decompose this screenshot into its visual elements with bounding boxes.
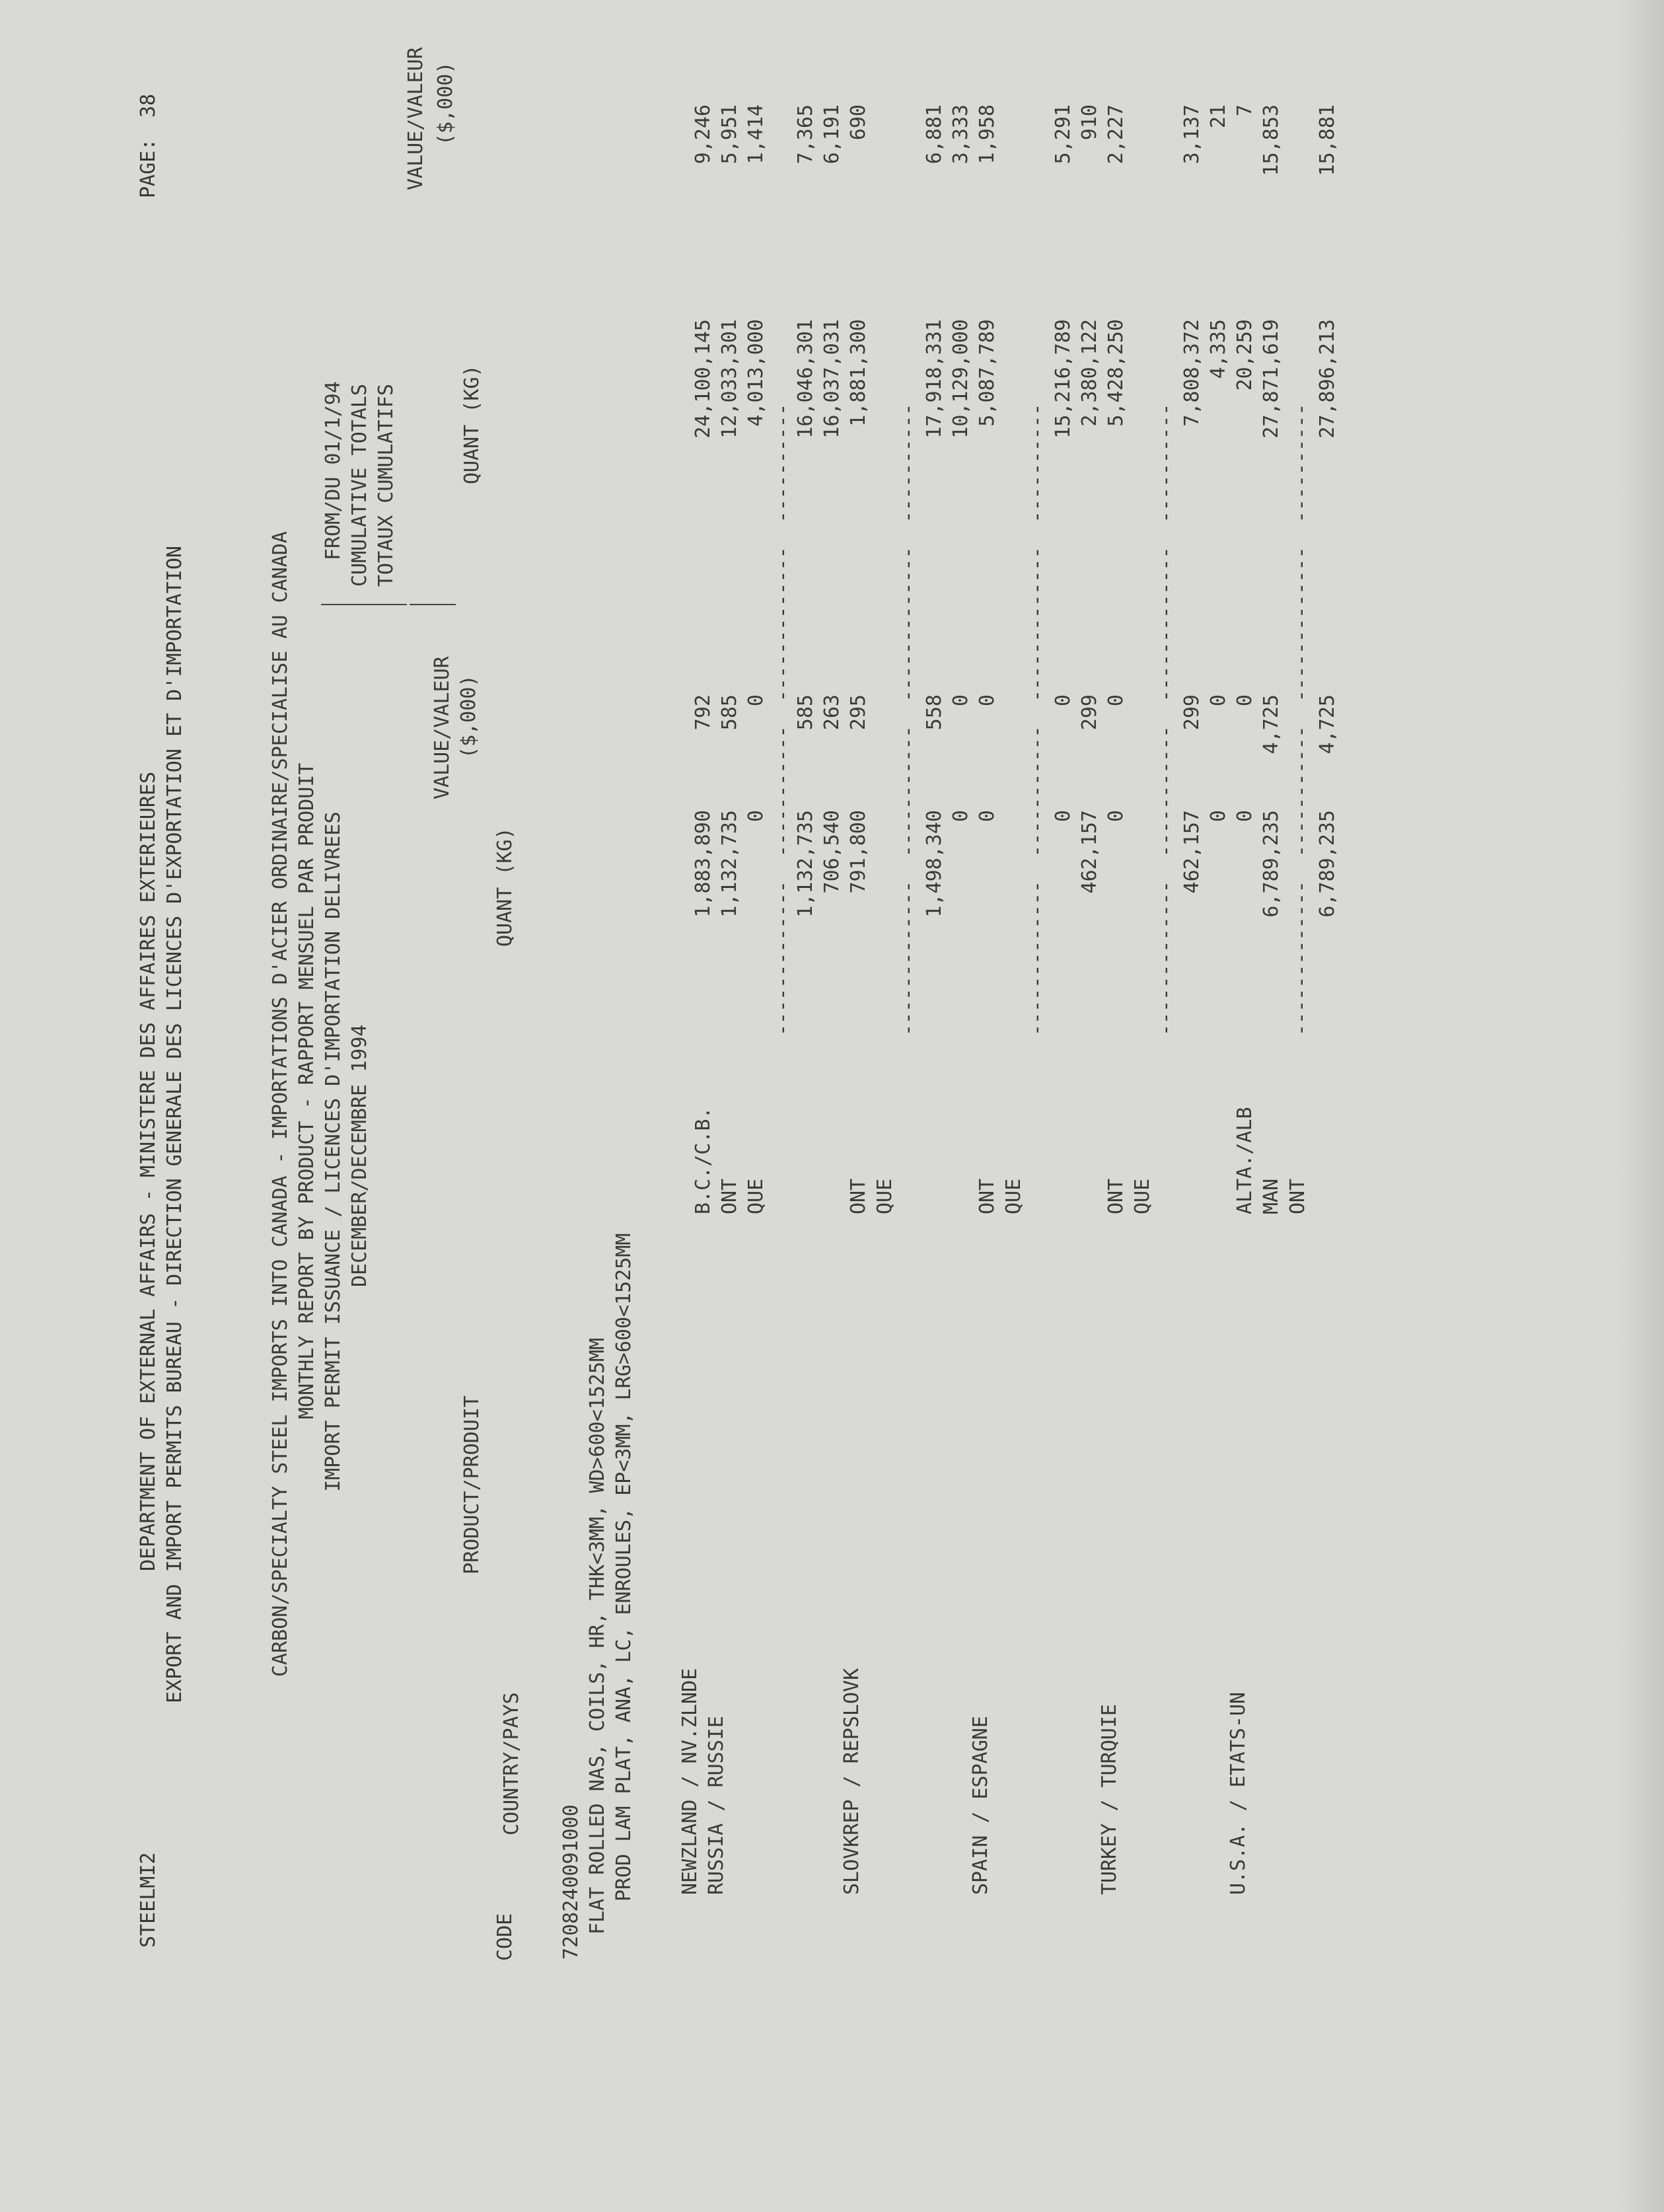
value-cell: 0 <box>744 694 768 707</box>
subtotal-value-cell: 4,725 <box>1316 694 1339 755</box>
province-label: ONT <box>847 1178 870 1214</box>
value-cell: 585 <box>718 694 741 731</box>
subtotal-quantity-cell: 1,132,735 <box>794 810 817 918</box>
value-cell: 295 <box>847 694 870 731</box>
report-id: STEELMI2 <box>137 1852 160 1948</box>
cum-value-cell: 5,951 <box>718 104 741 165</box>
subtotal-value-cell: 299 <box>1180 694 1204 731</box>
subtotal-rule: ------------- ----------- ------------- ---------- <box>1289 403 1313 1036</box>
report-title-line-3: IMPORT PERMIT ISSUANCE / LICENCES D'IMPORTATION DELIVREES <box>322 811 345 1492</box>
subtotal-value-cell: 0 <box>1052 694 1075 707</box>
subtotal-rule: ------------- ----------- ------------- ---------- <box>896 403 920 1036</box>
quantity-cell: 0 <box>949 810 972 823</box>
subtotal-cum-value-cell: 7,365 <box>794 104 817 165</box>
subtotal-cum-quantity-cell: 16,046,301 <box>794 319 817 439</box>
product-description-fr: PROD LAM PLAT, ANA, LC, ENROULES, EP<3MM, LRG>600<1525MM <box>612 1233 635 1901</box>
subtotal-quantity-cell: 6,789,235 <box>1316 810 1339 918</box>
country-header: COUNTRY/PAYS <box>500 1692 523 1835</box>
country-label: RUSSIA / RUSSIE <box>705 1716 728 1895</box>
cum-value-cell: 1,414 <box>744 104 768 165</box>
cum-quantity-cell: 5,087,789 <box>976 319 999 427</box>
cum-quantity-cell: 12,033,301 <box>718 319 741 439</box>
quantity-cell: 791,800 <box>847 810 870 894</box>
value-cell: 263 <box>820 694 844 731</box>
cum-quantity-cell: 5,428,250 <box>1104 319 1128 427</box>
subtotal-cum-value-cell: 5,291 <box>1052 104 1075 165</box>
quantity-cell: 0 <box>744 810 768 823</box>
subtotal-quantity-cell: 0 <box>1052 810 1075 823</box>
cum-quantity-cell: 1,881,300 <box>847 319 870 427</box>
province-label: ONT <box>976 1178 999 1214</box>
cumulative-totals-en: CUMULATIVE TOTALS <box>348 383 371 587</box>
subtotal-rule: ------------- ----------- ------------- ---------- <box>1154 403 1177 1036</box>
cum-value-cell: 9,246 <box>692 104 715 165</box>
cum-quantity-cell: 2,380,122 <box>1078 319 1101 427</box>
quantity-cell: 1,883,890 <box>692 810 715 918</box>
cum-value-cell: 1,958 <box>976 104 999 165</box>
province-label: ONT <box>1286 1178 1309 1214</box>
value-cell: 0 <box>1233 694 1256 707</box>
cum-quantity-cell: 10,129,000 <box>949 319 972 439</box>
cum-value-cell: 21 <box>1207 104 1230 129</box>
country-label: TURKEY / TURQUIE <box>1098 1704 1121 1895</box>
cum-quantity-cell: 24,100,145 <box>692 319 715 439</box>
code-header: CODE <box>493 1913 517 1961</box>
subtotal-cum-quantity-cell: 7,808,372 <box>1180 319 1204 427</box>
quantity-cell: 706,540 <box>820 810 844 894</box>
cum-value-cell: 3,333 <box>949 104 972 165</box>
value-cell: 4,725 <box>1260 694 1283 755</box>
bureau-line: EXPORT AND IMPORT PERMITS BUREAU - DIRECTION GENERALE DES LICENCES D'EXPORTATION ET D'IMPORTATION <box>163 546 186 1703</box>
report-title-line-4: DECEMBER/DECEMBRE 1994 <box>348 1024 371 1287</box>
department-line: DEPARTMENT OF EXTERNAL AFFAIRS - MINISTERE DES AFFAIRES EXTERIEURES <box>137 771 160 1571</box>
product-code: 7208240091000 <box>560 1804 583 1960</box>
cumulative-divider <box>321 604 407 605</box>
value-cell: 0 <box>976 694 999 707</box>
province-label: MAN <box>1260 1178 1283 1214</box>
subtotal-cum-value-cell: 15,881 <box>1316 104 1339 176</box>
page-number: 38 <box>137 93 160 118</box>
country-label: NEWZLAND / NV.ZLNDE <box>678 1668 702 1895</box>
cumulative-totals-fr: TOTAUX CUMULATIFS <box>375 383 398 587</box>
cum-quantity-cell: 20,259 <box>1233 319 1256 391</box>
subtotal-rule: ------------- ----------- ------------- ---------- <box>771 403 794 1036</box>
subtotal-cum-value-cell: 6,881 <box>923 104 946 165</box>
cum-quantity-cell: 27,871,619 <box>1260 319 1283 439</box>
cum-quantity-cell: 4,013,000 <box>744 319 768 427</box>
quantity-cell: 0 <box>1207 810 1230 823</box>
value-header-1: VALUE/VALEUR <box>431 656 454 799</box>
country-label: SPAIN / ESPAGNE <box>969 1716 992 1895</box>
quantity-cell: 0 <box>1233 810 1256 823</box>
product-header: PRODUCT/PRODUIT <box>460 1395 484 1574</box>
country-label: U.S.A. / ETATS-UN <box>1227 1691 1250 1895</box>
value-cell: 0 <box>1104 694 1128 707</box>
value-header-2: ($,000) <box>457 675 480 758</box>
province-label: B.C./C.B. <box>692 1107 715 1214</box>
province-label: QUE <box>873 1178 896 1214</box>
subtotal-value-cell: 558 <box>923 694 946 731</box>
value-cell: 792 <box>692 694 715 731</box>
value-cell: 0 <box>949 694 972 707</box>
cum-value-cell: 15,853 <box>1260 104 1283 176</box>
cum-value-cell: 7 <box>1233 104 1256 117</box>
value-cell: 299 <box>1078 694 1101 731</box>
province-label: QUE <box>1002 1178 1025 1214</box>
cum-quantity-cell: 16,037,031 <box>820 319 844 439</box>
cumulative-divider-lower <box>410 604 456 605</box>
province-label: ONT <box>718 1178 741 1214</box>
report-title-line-1: CARBON/SPECIALTY STEEL IMPORTS INTO CANADA - IMPORTATIONS D'ACIER ORDINAIRE/SPECIALISE AU CANADA <box>269 531 292 1677</box>
quantity-cell: 462,157 <box>1078 810 1101 894</box>
product-description-en: FLAT ROLLED NAS, COILS, HR, THK<3MM, WD>600<1525MM <box>586 1337 609 1935</box>
subtotal-value-cell: 585 <box>794 694 817 731</box>
quantity-cell: 0 <box>976 810 999 823</box>
province-label: ALTA./ALB <box>1233 1107 1256 1214</box>
subtotal-quantity-cell: 1,498,340 <box>923 810 946 918</box>
cum-value-cell: 690 <box>847 104 870 141</box>
quantity-cell: 6,789,235 <box>1260 810 1283 918</box>
cum-quantity-cell: 4,335 <box>1207 319 1230 379</box>
page-label: PAGE: <box>137 138 160 198</box>
province-label: QUE <box>744 1178 768 1214</box>
quantity-cell: 0 <box>1104 810 1128 823</box>
cum-value-cell: 910 <box>1078 104 1101 141</box>
subtotal-quantity-cell: 462,157 <box>1180 810 1204 894</box>
cumulative-from-date: FROM/DU 01/1/94 <box>322 381 345 560</box>
subtotal-cum-quantity-cell: 27,896,213 <box>1316 319 1339 439</box>
cum-value-header-1: VALUE/VALEUR <box>404 47 427 190</box>
report-title-line-2: MONTHLY REPORT BY PRODUCT - RAPPORT MENSUEL PAR PRODUIT <box>295 762 318 1419</box>
cum-value-cell: 2,227 <box>1104 104 1128 165</box>
quantity-cell: 1,132,735 <box>718 810 741 918</box>
subtotal-cum-value-cell: 3,137 <box>1180 104 1204 165</box>
province-label: QUE <box>1131 1178 1154 1214</box>
province-label: ONT <box>1104 1178 1128 1214</box>
cum-value-cell: 6,191 <box>820 104 844 165</box>
cum-value-header-2: ($,000) <box>434 61 457 145</box>
quant-header: QUANT (KG) <box>493 827 517 947</box>
country-label: SLOVKREP / REPSLOVK <box>840 1668 863 1895</box>
subtotal-cum-quantity-cell: 17,918,331 <box>923 319 946 439</box>
value-cell: 0 <box>1207 694 1230 707</box>
cum-quant-header: QUANT (KG) <box>460 365 484 484</box>
subtotal-rule: ------------- ----------- ------------- ---------- <box>1025 403 1048 1036</box>
subtotal-cum-quantity-cell: 15,216,789 <box>1052 319 1075 439</box>
